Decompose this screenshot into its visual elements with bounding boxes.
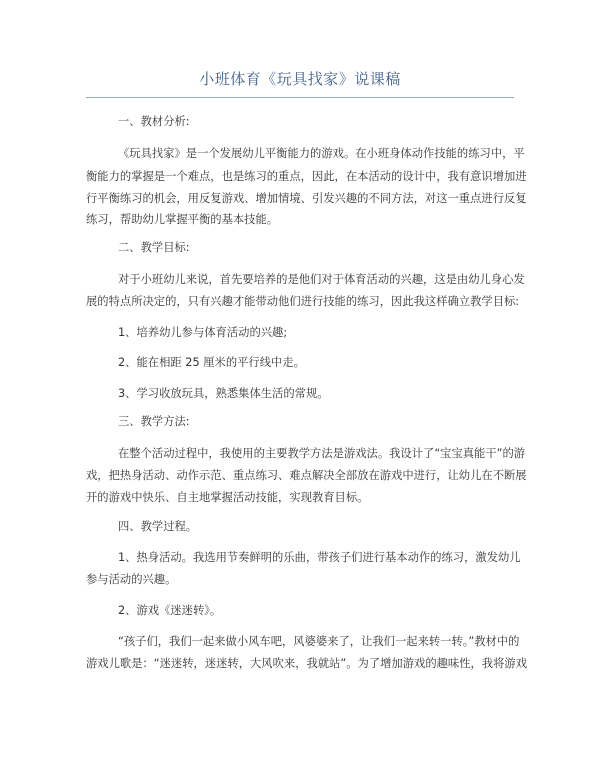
list-item: 2、能在相距 25 厘米的平行线中走。	[118, 356, 305, 369]
document-title: 小班体育《玩具找家》说课稿	[199, 70, 401, 88]
paragraph-line: “孩子们，我们一起来做小风车吧，风婆婆来了，让我们一起来转一转。”教材中的	[118, 635, 520, 648]
list-item: 3、学习收放玩具，熟悉集体生活的常规。	[118, 387, 329, 400]
section-heading: 一、教材分析:	[118, 115, 190, 128]
paragraph-line: 练习，帮助幼儿掌握平衡的基本技能。	[86, 213, 279, 226]
section-heading: 二、教学目标:	[118, 241, 190, 254]
paragraph-line: 展的特点所决定的，只有兴趣才能带动他们进行技能的练习，因此我这样确立教学目标:	[86, 295, 520, 308]
paragraph-line: 对于小班幼儿来说，首先要培养的是他们对于体育活动的兴趣，这是由幼儿身心发	[118, 273, 525, 286]
paragraph-line: 游戏儿歌是：“迷迷转，迷迷转，大风吹来，我就站”。为了增加游戏的趣味性，我将游戏	[86, 657, 527, 670]
section-heading: 三、教学方法:	[118, 415, 190, 428]
paragraph-line: 在整个活动过程中，我使用的主要教学方法是游戏法。我设计了“宝宝真能干”的游	[118, 447, 526, 460]
list-item: 1、培养幼儿参与体育活动的兴趣;	[118, 326, 288, 339]
paragraph-line: 衡能力的掌握是一个难点，也是练习的重点，因此，在本活动的设计中，我有意识增加进	[86, 170, 527, 183]
paragraph-line: 行平衡练习的机会，用反复游戏、增加情境、引发兴趣的不同方法，对这一重点进行反复	[86, 192, 527, 205]
paragraph-line: 戏，把热身活动、动作示范、重点练习、难点解决全部放在游戏中进行，让幼儿在不断展	[86, 469, 527, 482]
section-heading: 四、教学过程。	[118, 520, 198, 533]
paragraph-line: 开的游戏中快乐、自主地掌握活动技能，实现教育目标。	[86, 491, 369, 504]
paragraph-line: 《玩具找家》是一个发展幼儿平衡能力的游戏。在小班身体动作技能的练习中，平	[118, 147, 525, 160]
paragraph-line: 1、热身活动。我选用节奏鲜明的乐曲，带孩子们进行基本动作的练习，激发幼儿	[118, 551, 521, 564]
paragraph-line: 参与活动的兴趣。	[86, 573, 177, 586]
title-divider	[86, 97, 514, 98]
paragraph-line: 2、游戏《迷迷转》。	[118, 604, 222, 617]
